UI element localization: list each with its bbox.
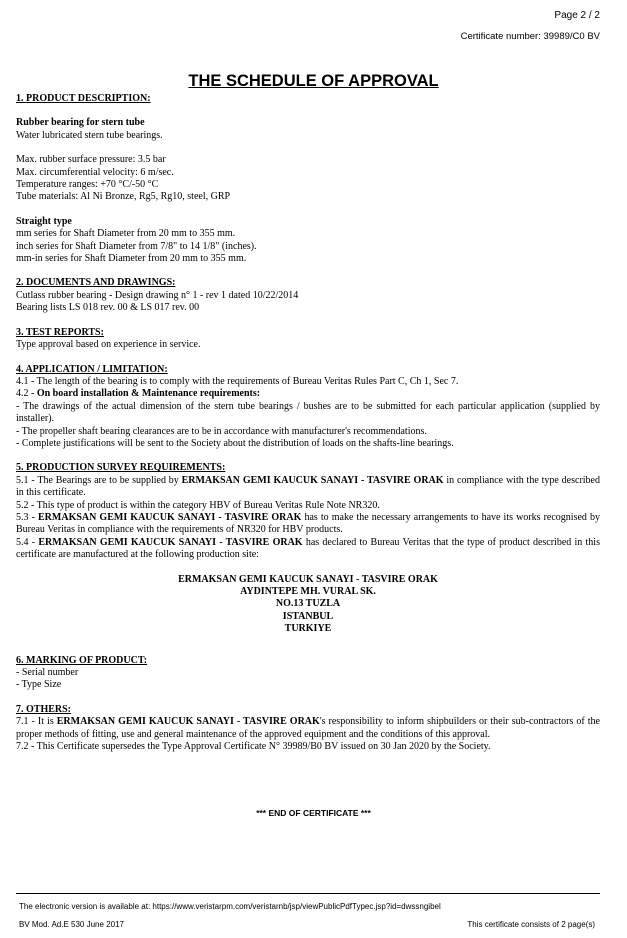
document-title (0, 72, 627, 91)
mm-series: mm series for Shaft Diameter from 20 mm to 355 mm. (16, 228, 236, 240)
spec-temperature: Temperature ranges: +70 °C/-50 °C (16, 179, 159, 191)
section-3-heading: 3. TEST REPORTS: (16, 326, 104, 338)
section-6-heading: 6. MARKING OF PRODUCT: (16, 654, 148, 666)
footer-divider (16, 893, 600, 894)
certificate-number: Certificate number: 39989/C0 BV (460, 31, 600, 42)
production-5-3-tail: has to make the necessary arrangements to have its works recognised by Bureau Veritas in compliance with the requirements of NR320 for HBV products. (16, 511, 601, 536)
others-7-1-tail: 's responsibility to inform shipbuilders or their sub-contractors of the proper methods of fitting, use and general maintenance of the approved equipment and the conditions of this approval. (16, 716, 600, 740)
end-of-certificate: *** END OF CERTIFICATE *** (256, 808, 371, 818)
marking-serial: - Serial number (16, 667, 79, 679)
section-1-heading: 1. PRODUCT DESCRIPTION: (16, 93, 151, 104)
application-4-2-title: On board installation & Maintenance requirements: (36, 388, 261, 400)
production-5-3 (16, 512, 600, 537)
site-address-line-5: TURKIYE (284, 623, 332, 635)
others-7-1 (16, 716, 600, 741)
company-name: ERMAKSAN GEMI KAUCUK SANAYI - TASVIRE ORAK (38, 536, 303, 548)
mm-in-series: mm-in series for Shaft Diameter from 20 mm to 355 mm. (16, 253, 247, 265)
application-justifications: - Complete justifications will be sent to the Society about the distribution of loads on the shafts-line bearings. (16, 437, 454, 449)
drawing-line-1: Cutlass rubber bearing - Design drawing n° 1 - rev 1 dated 10/22/2014 (16, 289, 299, 301)
application-4-1: 4.1 - The length of the bearing is to comply with the requirements of Bureau Veritas Rules Part C, Ch 1, Sec 7. (16, 375, 459, 387)
inch-series: inch series for Shaft Diameter from 7/8" to 14 1/8" (inches). (16, 240, 257, 252)
spec-materials: Tube materials: Al Ni Bronze, Rg5, Rg10, steel, GRP (16, 191, 231, 203)
page-number: Page 2 / 2 (554, 10, 600, 21)
site-address-line-1: ERMAKSAN GEMI KAUCUK SANAYI - TASVIRE ORAK (178, 573, 438, 585)
section-4-heading: 4. APPLICATION / LIMITATION: (16, 363, 168, 375)
production-5-2: 5.2 - This type of product is within the category HBV of Bureau Veritas Rule Note NR320. (16, 499, 380, 511)
site-address-line-4: ISTANBUL (282, 610, 334, 622)
others-7-1-lead: 7.1 - It is (16, 716, 57, 728)
company-name: ERMAKSAN GEMI KAUCUK SANAYI - TASVIRE ORAK (181, 474, 444, 486)
production-5-1-tail: in compliance with the type described in this certificate. (16, 474, 600, 499)
application-drawings: - The drawings of the actual dimension of the stern tube bearings / bushes are to be submitted for each particular application (supplied by installer). (16, 400, 600, 425)
company-name: ERMAKSAN GEMI KAUCUK SANAYI - TASVIRE ORAK (38, 511, 302, 523)
production-5-4 (16, 537, 600, 562)
marking-type-size: - Type Size (16, 679, 62, 691)
production-5-1-lead: 5.1 - The Bearings are to be supplied by (16, 474, 182, 486)
site-address-line-2: AYDINTEPE MH. VURAL SK. (240, 586, 376, 597)
straight-type-heading: Straight type (16, 215, 72, 227)
site-address-line-3: NO.13 TUZLA (275, 598, 341, 610)
footer-electronic-version: The electronic version is available at: https://www.veristarpm.com/veristarnb/jsp/viewPublicPdfTypec.jsp?id=dwssngibel (19, 902, 441, 911)
test-report-line: Type approval based on experience in service. (16, 339, 201, 351)
footer-form-reference: BV Mod. Ad.E 530 June 2017 (19, 920, 124, 929)
application-4-2 (16, 388, 600, 400)
spec-velocity: Max. circumferential velocity: 6 m/sec. (16, 166, 174, 178)
company-name: ERMAKSAN GEMI KAUCUK SANAYI - TASVIRE ORAK (56, 716, 320, 728)
production-5-1 (16, 475, 600, 500)
certificate-body (16, 93, 600, 753)
production-5-4-tail: has declared to Bureau Veritas that the type of product described in this certificate are manufactured at the following production site: (16, 536, 600, 561)
application-clearances: - The propeller shaft bearing clearances are to be in accordance with manufacturer's recommendations. (16, 425, 427, 437)
production-5-4-lead: 5.4 - (16, 536, 39, 548)
section-2-heading: 2. DOCUMENTS AND DRAWINGS: (16, 277, 176, 289)
drawing-line-2: Bearing lists LS 018 rev. 00 & LS 017 rev. 00 (16, 302, 200, 314)
document-title-text: THE SCHEDULE OF APPROVAL (188, 72, 439, 90)
production-5-3-lead: 5.3 - (16, 511, 39, 523)
footer-page-count: This certificate consists of 2 page(s) (467, 920, 595, 929)
spec-pressure: Max. rubber surface pressure: 3.5 bar (16, 154, 166, 166)
product-name: Rubber bearing for stern tube (16, 117, 145, 129)
section-5-heading: 5. PRODUCTION SURVEY REQUIREMENTS: (16, 462, 226, 474)
product-description: Water lubricated stern tube bearings. (16, 129, 163, 141)
section-7-heading: 7. OTHERS: (16, 703, 72, 715)
others-7-2: 7.2 - This Certificate supersedes the Type Approval Certificate N° 39989/B0 BV issued on 30 Jan 2020 by the Society. (16, 741, 491, 753)
application-4-2-prefix: 4.2 - (16, 388, 37, 400)
